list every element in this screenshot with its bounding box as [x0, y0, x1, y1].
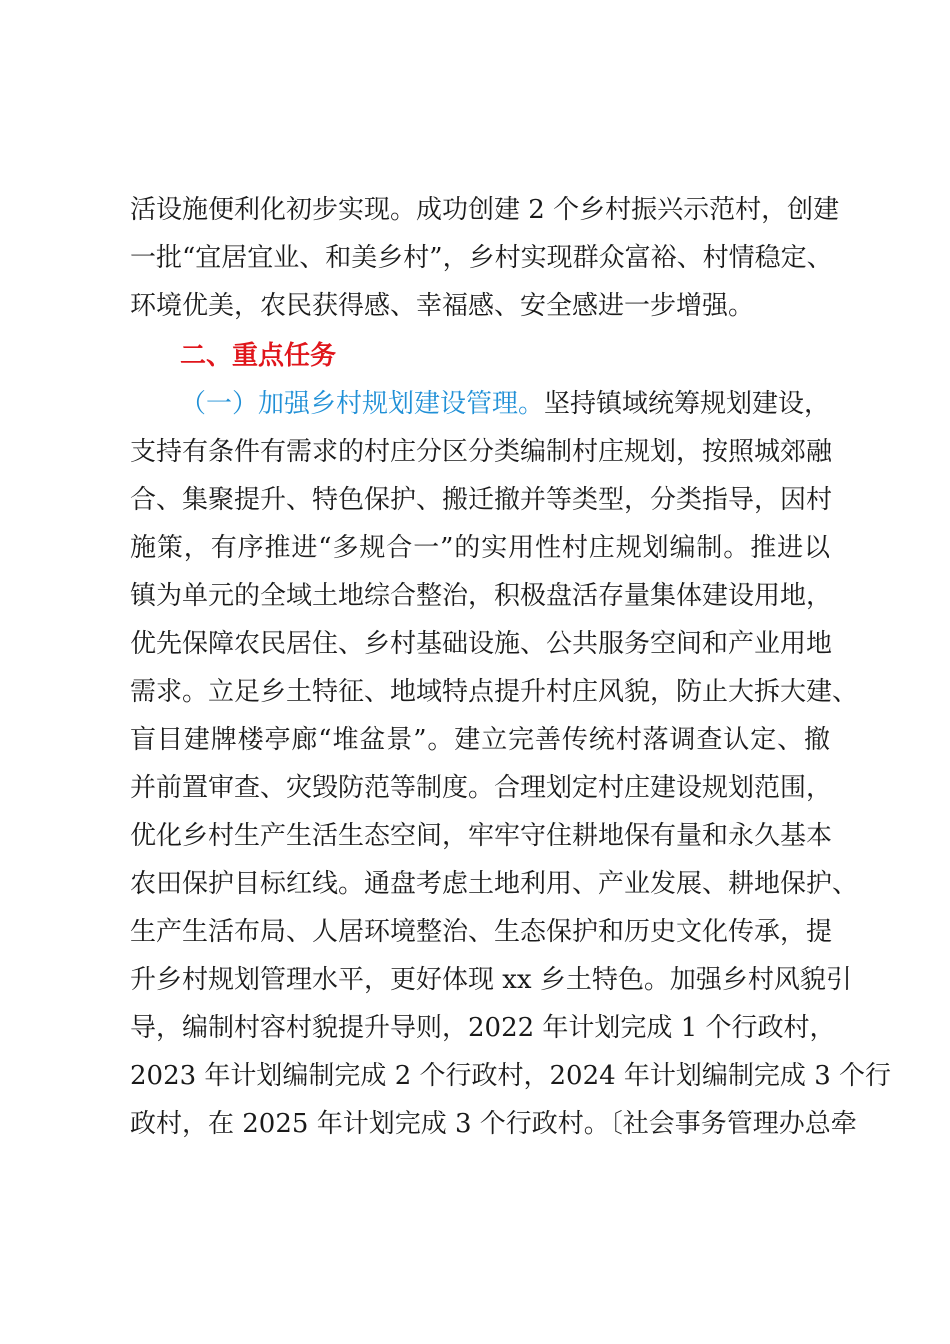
paragraph-line-rest: 坚持镇域统筹规划建设，: [544, 389, 831, 419]
section-heading: 二、重点任务: [180, 341, 337, 371]
paragraph-line: 需求。立足乡土特征、地域特点提升村庄风貌，防止大拆大建、: [130, 677, 859, 707]
subsection-title: （一）加强乡村规划建设管理。: [180, 389, 545, 419]
paragraph-line: 导，编制村容村貌提升导则，2022 年计划完成 1 个行政村，: [130, 1013, 836, 1043]
paragraph-line: 施策，有序推进“多规合一”的实用性村庄规划编制。推进以: [130, 533, 830, 563]
paragraph-line: 优先保障农民居住、乡村基础设施、公共服务空间和产业用地: [130, 629, 833, 659]
paragraph-line: 合、集聚提升、特色保护、搬迁撤并等类型，分类指导，因村: [130, 485, 833, 515]
paragraph-line: 生产生活布局、人居环境整治、生态保护和历史文化传承，提: [130, 917, 833, 947]
paragraph-line: 盲目建牌楼亭廊“堆盆景”。建立完善传统村落调查认定、撤: [130, 725, 830, 755]
paragraph-line: 支持有条件有需求的村庄分区分类编制村庄规划，按照城郊融: [130, 437, 833, 467]
paragraph-line: 升乡村规划管理水平，更好体现 xx 乡土特色。加强乡村风貌引: [130, 965, 852, 995]
paragraph-line: 镇为单元的全域土地综合整治，积极盘活存量集体建设用地，: [130, 581, 833, 611]
paragraph-line: 并前置审查、灾毁防范等制度。合理划定村庄建设规划范围，: [130, 773, 833, 803]
paragraph-line: 环境优美，农民获得感、幸福感、安全感进一步增强。: [130, 291, 755, 321]
paragraph-line: 活设施便利化初步实现。成功创建 2 个乡村振兴示范村，创建: [130, 195, 840, 225]
paragraph-line: 优化乡村生产生活生态空间，牢牢守住耕地保有量和永久基本: [130, 821, 833, 851]
paragraph-line: 农田保护目标红线。通盘考虑土地利用、产业发展、耕地保护、: [130, 869, 859, 899]
paragraph-line: 一批“宜居宜业、和美乡村”，乡村实现群众富裕、村情稳定、: [130, 243, 833, 273]
paragraph-line: 政村，在 2025 年计划完成 3 个行政村。〔社会事务管理办总牵: [130, 1109, 857, 1139]
paragraph-first-line: [180, 386, 830, 422]
paragraph-line: 2023 年计划编制完成 2 个行政村，2024 年计划编制完成 3 个行: [130, 1061, 892, 1091]
